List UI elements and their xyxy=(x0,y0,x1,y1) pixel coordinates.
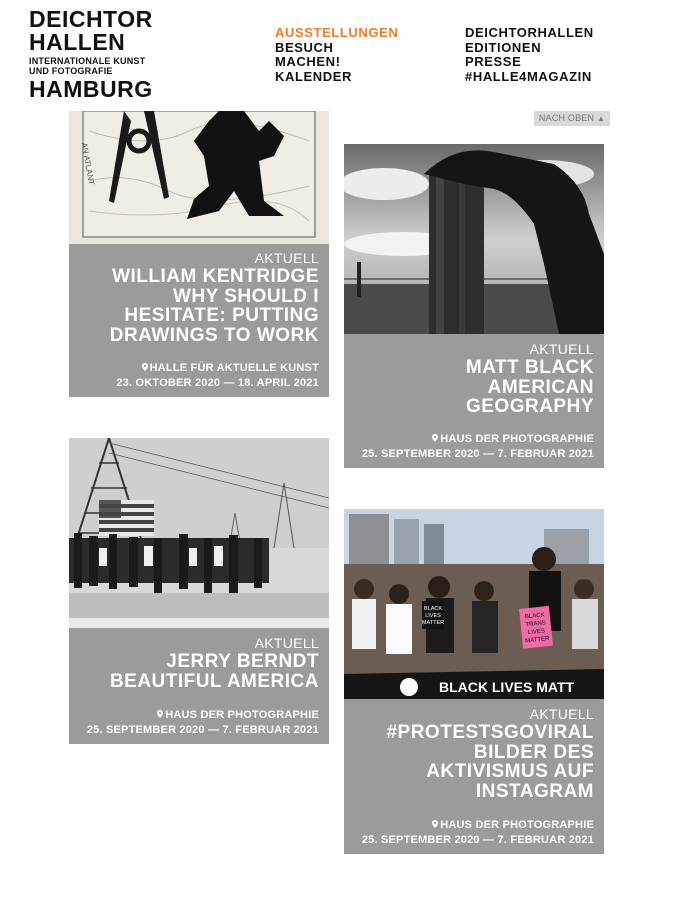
logo-line-3: HAMBURG xyxy=(29,76,153,102)
card-title: MATT BLACK AMERICAN GEOGRAPHY xyxy=(465,357,594,417)
location-pin-icon xyxy=(142,363,148,371)
logo-line-1: DEICHTOR xyxy=(29,6,153,32)
nav-halle4magazin[interactable]: #HALLE4MAGAZIN xyxy=(465,68,592,84)
card-venue: HAUS DER PHOTOGRAPHIE xyxy=(440,433,594,445)
card-tag: AKTUELL xyxy=(529,706,594,722)
card-title: JERRY BERNDT BEAUTIFUL AMERICA xyxy=(109,651,319,692)
card-tag: AKTUELL xyxy=(529,341,594,357)
map-label: AN ATLANT xyxy=(79,141,96,186)
card-dates: 23. OKTOBER 2020 — 18. APRIL 2021 xyxy=(116,376,319,389)
card-dates: 25. SEPTEMBER 2020 — 7. FEBRUAR 2021 xyxy=(361,833,594,846)
nav-machen[interactable]: MACHEN! xyxy=(275,54,341,69)
site-logo[interactable] xyxy=(29,8,153,101)
location-pin-icon xyxy=(432,434,438,442)
logo-subline-2: UND FOTOGRAFIE xyxy=(29,66,113,76)
svg-text:LIVES: LIVES xyxy=(527,628,546,637)
nav-kalender[interactable]: KALENDER xyxy=(275,68,353,84)
card-dates: 25. SEPTEMBER 2020 — 7. FEBRUAR 2021 xyxy=(86,723,319,736)
card-venue: HAUS DER PHOTOGRAPHIE xyxy=(165,709,319,721)
card-tag: AKTUELL xyxy=(254,635,319,651)
exhibition-image-jerry-berndt xyxy=(69,438,329,628)
svg-text:BLACK: BLACK xyxy=(423,606,443,612)
svg-text:MATTER: MATTER xyxy=(421,620,445,626)
exhibition-image-protestsgoviral xyxy=(344,509,604,699)
back-to-top-button[interactable] xyxy=(534,111,610,126)
card-dates: 25. SEPTEMBER 2020 — 7. FEBRUAR 2021 xyxy=(361,447,594,460)
exhibition-image-matt-black xyxy=(344,144,604,334)
card-venue: HAUS DER PHOTOGRAPHIE xyxy=(440,819,594,831)
banner-text: BLACK LIVES MATT xyxy=(439,679,575,695)
nav-ausstellungen[interactable]: AUSSTELLUNGEN xyxy=(275,25,399,40)
nav-deichtorhallen[interactable]: DEICHTORHALLEN xyxy=(465,25,594,40)
svg-text:MATTER: MATTER xyxy=(525,636,550,645)
nav-besuch[interactable]: BESUCH xyxy=(275,39,334,55)
svg-text:LIVES: LIVES xyxy=(425,613,441,619)
card-tag: AKTUELL xyxy=(254,250,319,266)
location-pin-icon xyxy=(157,710,163,718)
logo-subline-1: INTERNATIONALE KUNST xyxy=(29,56,146,66)
svg-text:TRANS: TRANS xyxy=(525,620,547,629)
exhibition-card-kentridge[interactable] xyxy=(69,111,329,397)
exhibition-image-kentridge xyxy=(69,111,329,244)
arrow-up-icon: ▲ xyxy=(596,114,606,123)
back-to-top-label: NACH OBEN xyxy=(538,113,595,123)
exhibition-card-jerry-berndt[interactable] xyxy=(69,438,329,744)
card-venue: HALLE FÜR AKTUELLE KUNST xyxy=(149,362,319,374)
svg-text:BLACK: BLACK xyxy=(524,612,545,621)
nav-editionen[interactable]: EDITIONEN xyxy=(465,39,542,55)
nav-presse[interactable]: PRESSE xyxy=(465,54,522,69)
card-title: WILLIAM KENTRIDGE WHY SHOULD I HESITATE: PUTTING DRAWINGS TO WORK xyxy=(109,266,319,346)
card-title: #PROTESTSGOVIRAL BILDER DES AKTIVISMUS AUF INSTAGRAM xyxy=(386,722,594,802)
logo-line-2: HALLEN xyxy=(29,29,126,55)
main-nav-primary xyxy=(275,26,398,84)
exhibition-card-protestsgoviral[interactable] xyxy=(344,509,604,854)
location-pin-icon xyxy=(432,820,438,828)
main-nav-secondary xyxy=(465,26,594,84)
exhibition-card-matt-black[interactable] xyxy=(344,144,604,468)
